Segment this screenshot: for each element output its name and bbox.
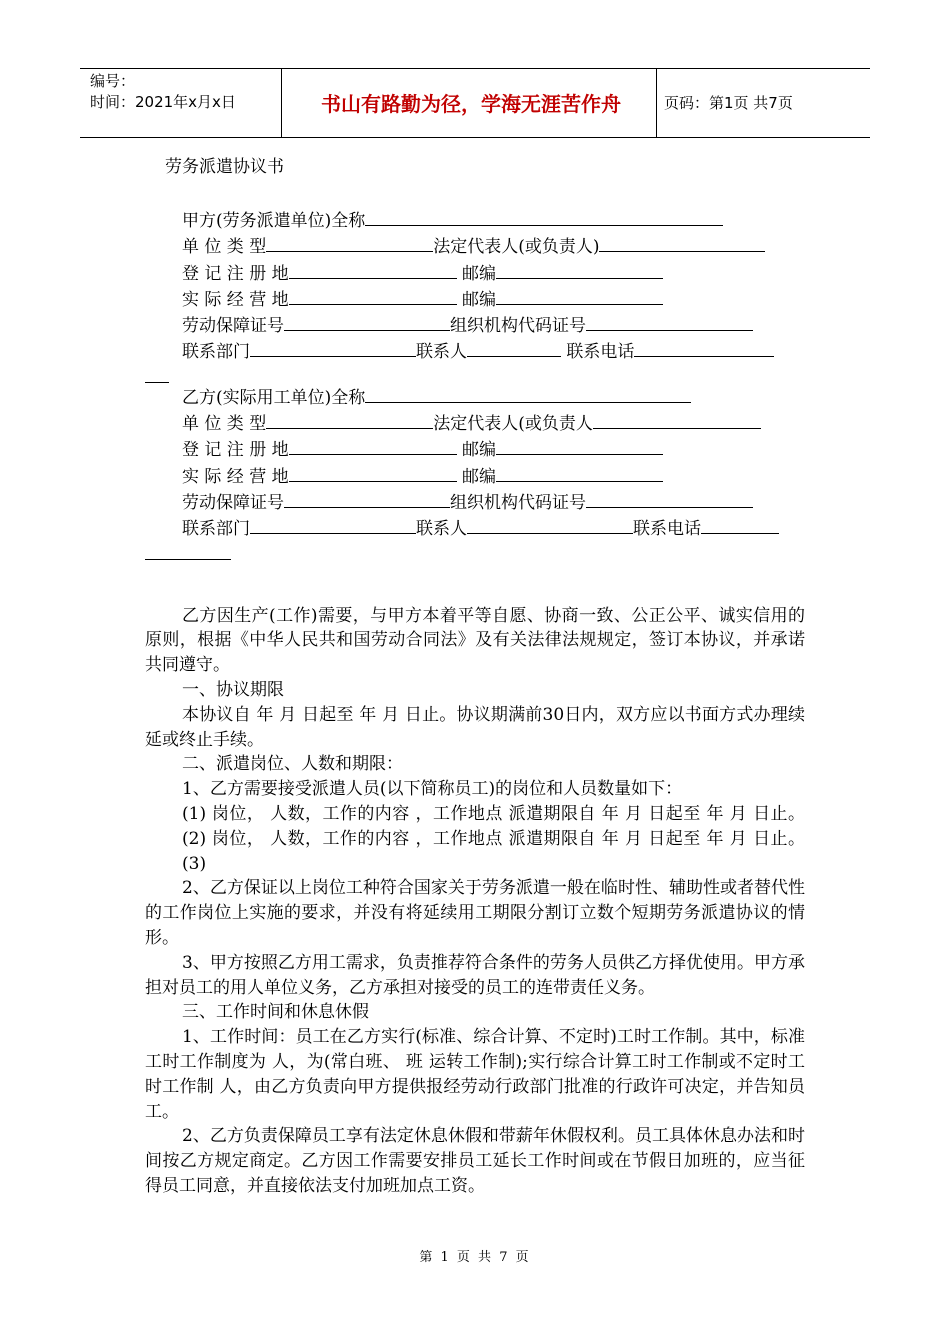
clause-paragraph: 2、乙方负责保障员工享有法定休息休假和带薪年休假权利。员工具体休息办法和时间按乙方规定商定。乙方因工作需要安排员工延长工作时间或在节假日加班的，应当征得员工同意，并直接依法支付加班加点工资。 <box>145 1126 805 1196</box>
party-a-legal-rep-label: 法定代表人(或负责人) <box>433 237 600 258</box>
party-a-name-field[interactable] <box>365 208 723 226</box>
page-footer: 第 1 页 共 7 页 <box>419 1250 531 1265</box>
party-b-reg-addr-label: 登 记 注 册 地 <box>182 440 289 461</box>
party-b-dept-field[interactable] <box>250 516 416 534</box>
clause-paragraph: 3、甲方按照乙方用工需求，负责推荐符合条件的劳务人员供乙方择优使用。甲方承担对员工的用人单位义务，乙方承担对接受的员工的连带责任义务。 <box>145 952 805 998</box>
party-a-postcode-field[interactable] <box>496 261 663 279</box>
party-a-org-code-label: 组织机构代码证号 <box>450 316 586 337</box>
party-b-postcode2-field[interactable] <box>496 464 663 482</box>
party-b-op-row <box>182 464 805 490</box>
position-item: (3) <box>182 853 207 874</box>
party-b-type-field[interactable] <box>266 411 433 429</box>
party-a-type-field[interactable] <box>266 234 433 252</box>
party-a-labor-cert-field[interactable] <box>284 313 450 331</box>
party-b-org-code-label: 组织机构代码证号 <box>450 492 586 513</box>
party-b-op-addr-label: 实 际 经 营 地 <box>182 466 289 487</box>
party-b-op-addr-field[interactable] <box>289 464 457 482</box>
section-heading: 一、协议期限 <box>182 679 284 700</box>
position-item: (2) 岗位， 人数，工作的内容 ，工作地点 派遣期限自 年 月 日起至 年 月 日止。 <box>182 828 805 849</box>
party-b-phone-field[interactable] <box>701 516 779 534</box>
party-b-labor-cert-label: 劳动保障证号 <box>182 492 284 513</box>
party-a-labor-cert-label: 劳动保障证号 <box>182 316 284 337</box>
party-b-legal-rep-label: 法定代表人(或负责人 <box>433 414 593 435</box>
party-a-phone-field[interactable] <box>634 339 774 357</box>
header-meta <box>90 71 280 113</box>
party-a-name-row <box>182 208 805 234</box>
preamble-paragraph: 乙方因生产(工作)需要，与甲方本着平等自愿、协商一致、公正公平、诚实信用的原则，根据《中华人民共和国劳动合同法》及有关法律法规规定，签订本协议，并承诺共同遵守。 <box>145 605 805 676</box>
party-b-name-row <box>182 385 805 411</box>
party-a-postcode2-label: 邮编 <box>462 289 497 310</box>
section-heading: 三、工作时间和休息休假 <box>182 1002 369 1023</box>
date-line: 时间：2021年x月x日 <box>90 93 236 111</box>
party-b-phone-label: 联系电话 <box>633 519 701 540</box>
party-a-name-label: 甲方(劳务派遣单位)全称 <box>182 211 366 231</box>
party-a-type-row <box>182 234 805 260</box>
party-b-legal-rep-field[interactable] <box>593 411 761 429</box>
clause-paragraph: 1、工作时间：员工在乙方实行(标准、综合计算、不定时)工时工作制。其中，标准工时工作制度为 人，为(常白班、 班 运转工作制);实行综合计算工时工作制或不定时工时工作制 人，由乙方负责向甲方提供报经劳动行政部门批准的行政许可决定，并告知员工。 <box>145 1027 805 1122</box>
party-b-block <box>145 385 805 560</box>
party-a-postcode-label: 邮编 <box>462 263 497 284</box>
party-b-postcode-field[interactable] <box>496 437 663 455</box>
party-a-postcode2-field[interactable] <box>496 287 663 305</box>
party-a-org-code-field[interactable] <box>586 313 753 331</box>
party-a-reg-row <box>182 261 805 287</box>
party-b-name-field[interactable] <box>365 385 691 403</box>
page-header <box>80 68 870 138</box>
party-b-contact-label: 联系人 <box>416 519 467 540</box>
party-a-op-row <box>182 287 805 313</box>
party-b-reg-row <box>182 437 805 463</box>
party-b-name-label: 乙方(实际用工单位)全称 <box>182 387 366 408</box>
document-title: 劳务派遣协议书 <box>165 157 284 177</box>
party-a-reg-addr-label: 登 记 注 册 地 <box>182 263 289 284</box>
serial-label: 编号： <box>90 72 136 90</box>
header-page-info: 页码：第1页 共7页 <box>664 94 793 112</box>
party-a-block <box>145 208 805 383</box>
party-a-op-addr-field[interactable] <box>289 287 457 305</box>
party-b-type-label: 单 位 类 型 <box>182 414 267 435</box>
party-a-phone-label: 联系电话 <box>566 342 635 363</box>
agreement-text <box>145 604 805 1199</box>
party-a-dept-field[interactable] <box>250 339 416 357</box>
party-a-contact-row <box>182 339 805 365</box>
party-b-contact-row <box>182 516 805 542</box>
party-a-legal-rep-field[interactable] <box>599 234 765 252</box>
header-divider <box>281 69 282 137</box>
term-paragraph: 本协议自 年 月 日起至 年 月 日止。协议期满前30日内，双方应以书面方式办理续延或终止手续。 <box>145 704 805 750</box>
header-motto: 书山有路勤为径，学海无涯苦作舟 <box>321 92 621 116</box>
party-a-dept-label: 联系部门 <box>182 342 250 363</box>
party-b-postcode-label: 邮编 <box>462 440 497 461</box>
party-a-reg-addr-field[interactable] <box>289 261 457 279</box>
party-a-cert-row <box>182 313 805 339</box>
party-a-contact-field[interactable] <box>467 339 561 357</box>
section-heading: 二、派遣岗位、人数和期限： <box>182 754 403 775</box>
party-a-phone-field-continued[interactable] <box>145 366 169 383</box>
party-a-op-addr-label: 实 际 经 营 地 <box>182 289 289 310</box>
party-b-labor-cert-field[interactable] <box>284 490 450 508</box>
party-b-cert-row <box>182 490 805 516</box>
party-b-org-code-field[interactable] <box>586 490 753 508</box>
document-body <box>145 155 805 1199</box>
party-b-phone-field-continued[interactable] <box>145 543 231 560</box>
party-a-contact-label: 联系人 <box>416 342 467 363</box>
party-b-postcode2-label: 邮编 <box>462 466 497 487</box>
position-item: (1) 岗位， 人数，工作的内容 ，工作地点 派遣期限自 年 月 日起至 年 月 日止。 <box>182 803 805 824</box>
clause-paragraph: 2、乙方保证以上岗位工种符合国家关于劳务派遣一般在临时性、辅助性或者替代性的工作岗位上实施的要求，并没有将延续用工期限分割订立数个短期劳务派遣协议的情形。 <box>145 878 805 948</box>
party-b-contact-field[interactable] <box>467 516 633 534</box>
party-b-dept-label: 联系部门 <box>182 519 250 540</box>
clause-paragraph: 1、乙方需要接受派遣人员(以下简称员工)的岗位和人员数量如下： <box>182 779 683 800</box>
party-a-type-label: 单 位 类 型 <box>182 237 267 258</box>
party-b-type-row <box>182 411 805 437</box>
party-b-reg-addr-field[interactable] <box>289 437 457 455</box>
